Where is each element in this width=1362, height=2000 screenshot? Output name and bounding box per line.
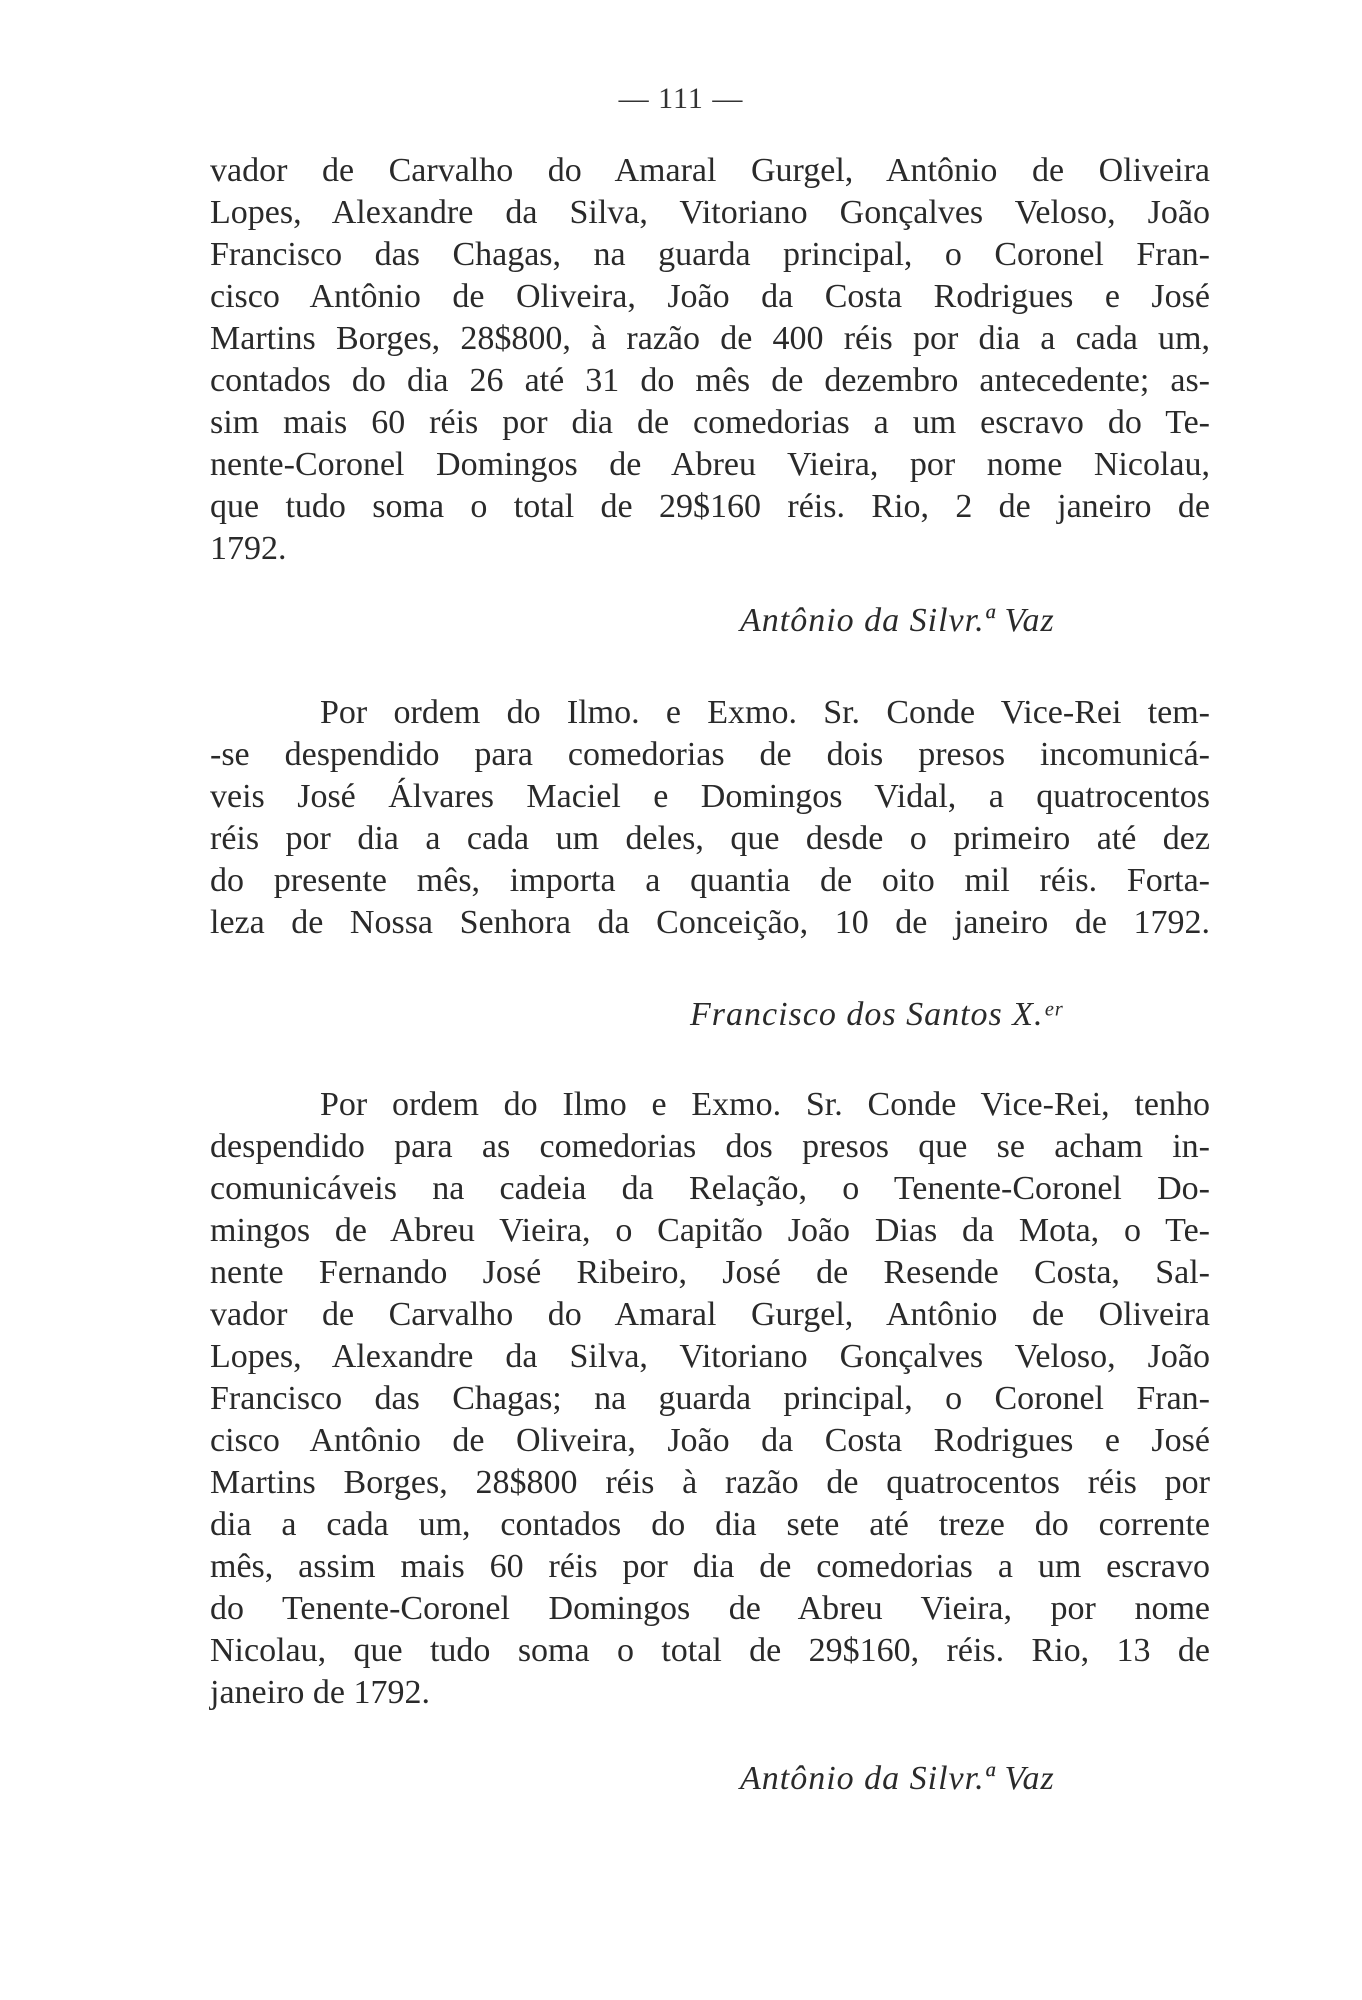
text-line: mingos de Abreu Vieira, o Capitão João Dias da Mota, o Te- xyxy=(210,1212,1210,1249)
text-line: Lopes, Alexandre da Silva, Vitoriano Gonçalves Veloso, João xyxy=(210,1338,1210,1375)
text-line: cisco Antônio de Oliveira, João da Costa Rodrigues e José xyxy=(210,278,1210,315)
text-line: Francisco das Chagas; na guarda principal, o Coronel Fran- xyxy=(210,1380,1210,1417)
text-line: Por ordem do Ilmo. e Exmo. Sr. Conde Vice-Rei tem- xyxy=(320,694,1210,731)
entry-2-signature: Francisco dos Santos X.ᵉʳ xyxy=(690,996,1063,1033)
text-line: vador de Carvalho do Amaral Gurgel, Antônio de Oliveira xyxy=(210,152,1210,189)
entry-1-body xyxy=(210,150,1210,570)
entry-3-signature: Antônio da Silvr.ª Vaz xyxy=(740,1760,1055,1797)
text-line: Francisco das Chagas, na guarda principal, o Coronel Fran- xyxy=(210,236,1210,273)
text-line: janeiro de 1792. xyxy=(210,1674,430,1711)
text-line: comunicáveis na cadeia da Relação, o Tenente-Coronel Do- xyxy=(210,1170,1210,1207)
entry-2-body xyxy=(210,692,1210,944)
text-line: Martins Borges, 28$800, à razão de 400 réis por dia a cada um, xyxy=(210,320,1210,357)
text-line: sim mais 60 réis por dia de comedorias a um escravo do Te- xyxy=(210,404,1210,441)
text-line: nente-Coronel Domingos de Abreu Vieira, por nome Nicolau, xyxy=(210,446,1210,483)
text-line: do presente mês, importa a quantia de oito mil réis. Forta- xyxy=(210,862,1210,899)
text-line: 1792. xyxy=(210,530,287,567)
text-line: cisco Antônio de Oliveira, João da Costa Rodrigues e José xyxy=(210,1422,1210,1459)
text-line: Martins Borges, 28$800 réis à razão de quatrocentos réis por xyxy=(210,1464,1210,1501)
text-line: vador de Carvalho do Amaral Gurgel, Antônio de Oliveira xyxy=(210,1296,1210,1333)
text-line: que tudo soma o total de 29$160 réis. Rio, 2 de janeiro de xyxy=(210,488,1210,525)
text-line: mês, assim mais 60 réis por dia de comedorias a um escravo xyxy=(210,1548,1210,1585)
text-line: réis por dia a cada um deles, que desde o primeiro até dez xyxy=(210,820,1210,857)
text-line: veis José Álvares Maciel e Domingos Vidal, a quatrocentos xyxy=(210,778,1210,815)
text-line: -se despendido para comedorias de dois presos incomunicá- xyxy=(210,736,1210,773)
text-line: Nicolau, que tudo soma o total de 29$160, réis. Rio, 13 de xyxy=(210,1632,1210,1669)
text-line: despendido para as comedorias dos presos que se acham in- xyxy=(210,1128,1210,1165)
entry-3-body xyxy=(210,1084,1210,1714)
text-line: Lopes, Alexandre da Silva, Vitoriano Gonçalves Veloso, João xyxy=(210,194,1210,231)
page-number: — 111 — xyxy=(618,82,744,115)
text-line: dia a cada um, contados do dia sete até treze do corrente xyxy=(210,1506,1210,1543)
text-line: do Tenente-Coronel Domingos de Abreu Vieira, por nome xyxy=(210,1590,1210,1627)
entry-1-signature: Antônio da Silvr.ª Vaz xyxy=(740,602,1055,639)
text-line: Por ordem do Ilmo e Exmo. Sr. Conde Vice-Rei, tenho xyxy=(320,1086,1210,1123)
text-line: leza de Nossa Senhora da Conceição, 10 de janeiro de 1792. xyxy=(210,904,1210,941)
text-line: contados do dia 26 até 31 do mês de dezembro antecedente; as- xyxy=(210,362,1210,399)
text-line: nente Fernando José Ribeiro, José de Resende Costa, Sal- xyxy=(210,1254,1210,1291)
